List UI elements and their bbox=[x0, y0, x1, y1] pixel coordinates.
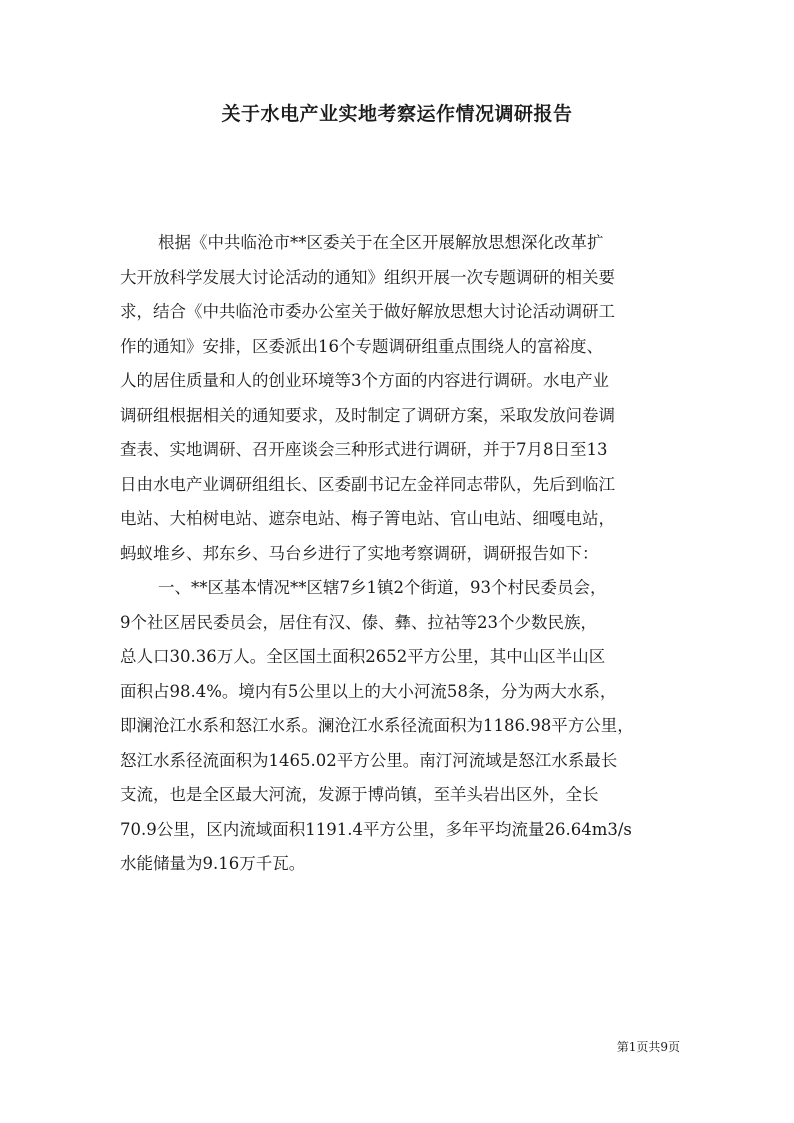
paragraph-2-line: 即澜沧江水系和怒江水系。澜沧江水系径流面积为1186.98平方公里， bbox=[120, 716, 634, 735]
document-title: 关于水电产业实地考察运作情况调研报告 bbox=[221, 103, 573, 125]
paragraph-2-line: 水能储量为9.16万千瓦。 bbox=[120, 854, 306, 873]
paragraph-1-line: 日由水电产业调研组组长、区委副书记左金祥同志带队，先后到临江 bbox=[120, 474, 615, 494]
document-body bbox=[120, 226, 680, 882]
paragraph-1-line: 求，结合《中共临沧市委办公室关于做好解放思想大讨论活动调研工 bbox=[120, 302, 615, 321]
paragraph-2-line: 面积占98.4%。境内有5公里以上的大小河流58条，分为两大水系， bbox=[120, 681, 617, 701]
paragraph-2-line: 怒江水系径流面积为1465.02平方公里。南汀河流域是怒江水系最长 bbox=[120, 750, 618, 770]
paragraph-2-line: 70.9公里，区内流域面积1191.4平方公里，多年平均流量26.64m3/s bbox=[120, 819, 632, 839]
paragraph-1-line: 蚂蚁堆乡、邦东乡、马台乡进行了实地考察调研，调研报告如下： bbox=[120, 543, 599, 563]
paragraph-1-line: 作的通知》安排，区委派出16个专题调研组重点围绕人的富裕度、 bbox=[120, 336, 603, 356]
paragraph-1-line: 大开放科学发展大讨论活动的通知》组织开展一次专题调研的相关要 bbox=[120, 267, 615, 287]
paragraph-1-line: 电站、大柏树电站、遮奈电站、梅子箐电站、官山电站、细嘎电站， bbox=[120, 509, 615, 528]
paragraph-2-line: 9个社区居民委员会，居住有汉、傣、彝、拉祜等23个少数民族， bbox=[120, 612, 597, 632]
paragraph-2-line: 总人口30.36万人。全区国土面积2652平方公里，其中山区半山区 bbox=[120, 647, 606, 666]
page-number: 第1页共9页 bbox=[616, 1040, 680, 1054]
paragraph-1-line: 根据《中共临沧市**区委关于在全区开展解放思想深化改革扩 bbox=[158, 233, 604, 252]
paragraph-1-line: 人的居住质量和人的创业环境等3个方面的内容进行调研。水电产业 bbox=[120, 371, 609, 390]
paragraph-2-line: 支流，也是全区最大河流，发源于博尚镇，至羊头岩出区外，全长 bbox=[120, 785, 599, 804]
paragraph-1-line: 查表、实地调研、召开座谈会三种形式进行调研，并于7月8日至13 bbox=[120, 440, 608, 459]
paragraph-2-line: 一、**区基本情况**区辖7乡1镇2个街道，93个村民委员会， bbox=[158, 578, 607, 597]
paragraph-1-line: 调研组根据相关的通知要求，及时制定了调研方案，采取发放问卷调 bbox=[120, 405, 615, 425]
